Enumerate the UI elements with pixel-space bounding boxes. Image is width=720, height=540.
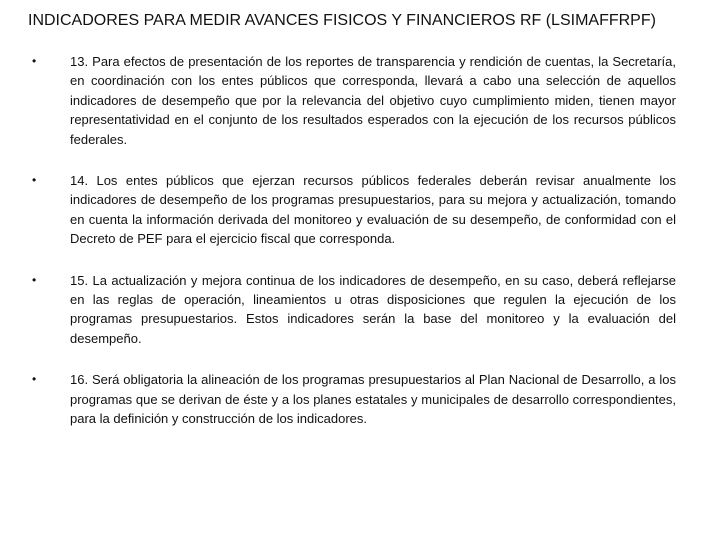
bullet-text: 16. Será obligatoria la alineación de los programas presupuestarios al Plan Nacional de Desarrollo, a los programas que se derivan de éste y a los planes estatales y municipales de desarrollo correspondientes, para la definición y construcción de los indicadores.	[70, 372, 676, 427]
bullet-dot-icon: •	[32, 372, 37, 387]
slide-title: INDICADORES PARA MEDIR AVANCES FISICOS Y FINANCIEROS RF (LSIMAFFRPF)	[28, 12, 656, 29]
bullet-item-15	[28, 271, 676, 349]
bullet-dot-icon: •	[32, 54, 37, 68]
bullet-text: 14. Los entes públicos que ejerzan recursos públicos federales deberán revisar anualmente los indicadores de desempeño de los programas presupuestarios, para su mejora y actualización, tomando en cuenta la información derivada del monitoreo y evaluación de su desempeño, de conformidad con el Decreto de PEF para el ejercicio fiscal que corresponda.	[70, 173, 676, 247]
bullet-item-13	[28, 52, 676, 149]
bullet-item-14	[28, 171, 676, 249]
bullet-item-16	[28, 370, 676, 428]
bullet-text: 15. La actualización y mejora continua de los indicadores de desempeño, en su caso, deberá reflejarse en las reglas de operación, lineamientos u otras disposiciones que regulen la ejecución de los programas presupuestarios. Estos indicadores serán la base del monitoreo y la evaluación del desempeño.	[70, 272, 676, 346]
bullet-list	[28, 52, 676, 451]
bullet-dot-icon: •	[32, 173, 37, 188]
bullet-text: 13. Para efectos de presentación de los reportes de transparencia y rendición de cuentas, la Secretaría, en coordinación con los entes públicos que corresponda, llevará a cabo una selección de aquellos indicadores de desempeño que por la relevancia del objetivo cuyo cumplimiento miden, tienen mayor representatividad en el conjunto de los resultados esperados con la ejecución de los recursos públicos federales.	[70, 54, 676, 147]
bullet-dot-icon: •	[32, 272, 37, 287]
